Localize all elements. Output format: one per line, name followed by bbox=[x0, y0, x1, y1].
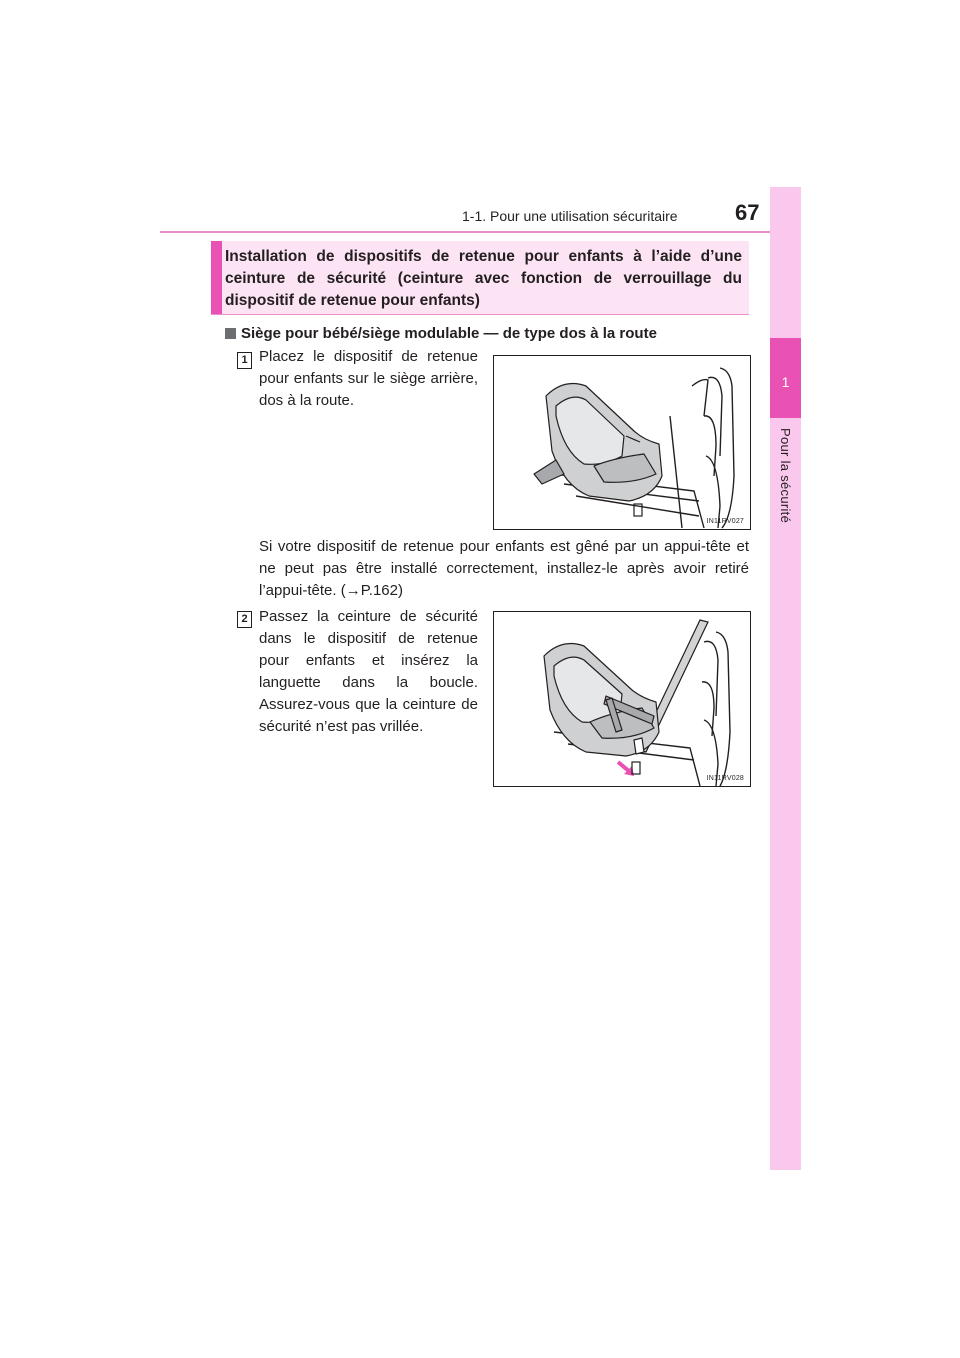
figure-seatbelt-routing bbox=[493, 611, 751, 787]
title-accent-bar bbox=[211, 241, 222, 314]
chapter-number: 1 bbox=[781, 374, 790, 390]
figure-label-2: IN11RV028 bbox=[706, 775, 744, 782]
step-1-text: Placez le dispositif de retenue pour enfants sur le siège arrière, dos à la route. bbox=[259, 348, 478, 409]
page-number: 67 bbox=[735, 200, 760, 225]
step-badge-2: 2 bbox=[237, 611, 252, 628]
step-badge-1: 1 bbox=[237, 352, 252, 369]
step-1-note: Si votre dispositif de retenue pour enfants est gêné par un appui-tête et ne peut pas être installé correctement, installez-le après avoir retiré l’appui-tête. (→P.162) bbox=[259, 538, 749, 599]
chapter-label: Pour la sécurité bbox=[778, 428, 793, 524]
square-bullet-icon bbox=[225, 328, 236, 339]
figure-child-seat-placement bbox=[493, 355, 751, 530]
seatbelt-routing-illustration bbox=[494, 612, 750, 786]
chapter-side-tab bbox=[770, 187, 801, 1170]
header-rule bbox=[160, 231, 800, 233]
subsection-title: Siège pour bébé/siège modulable — de type dos à la route bbox=[241, 325, 657, 342]
step-2-text: Passez la ceinture de sécurité dans le dispositif de retenue pour enfants et insérez la languette dans la boucle. Assurez-vous que la ceinture de sécurité n’est pas vrillée. bbox=[259, 608, 478, 735]
subsection-heading bbox=[225, 325, 657, 342]
section-title: Installation de dispositifs de retenue pour enfants à l’aide d’une ceinture de sécurité (ceinture avec fonction de verrouillage du dispositif de retenue pour enfants) bbox=[225, 248, 742, 309]
child-seat-rear-facing-illustration bbox=[494, 356, 750, 529]
section-title-box bbox=[211, 241, 749, 315]
figure-label-1: IN11RV027 bbox=[706, 518, 744, 525]
header-section-title: 1-1. Pour une utilisation sécuritaire bbox=[462, 208, 678, 224]
